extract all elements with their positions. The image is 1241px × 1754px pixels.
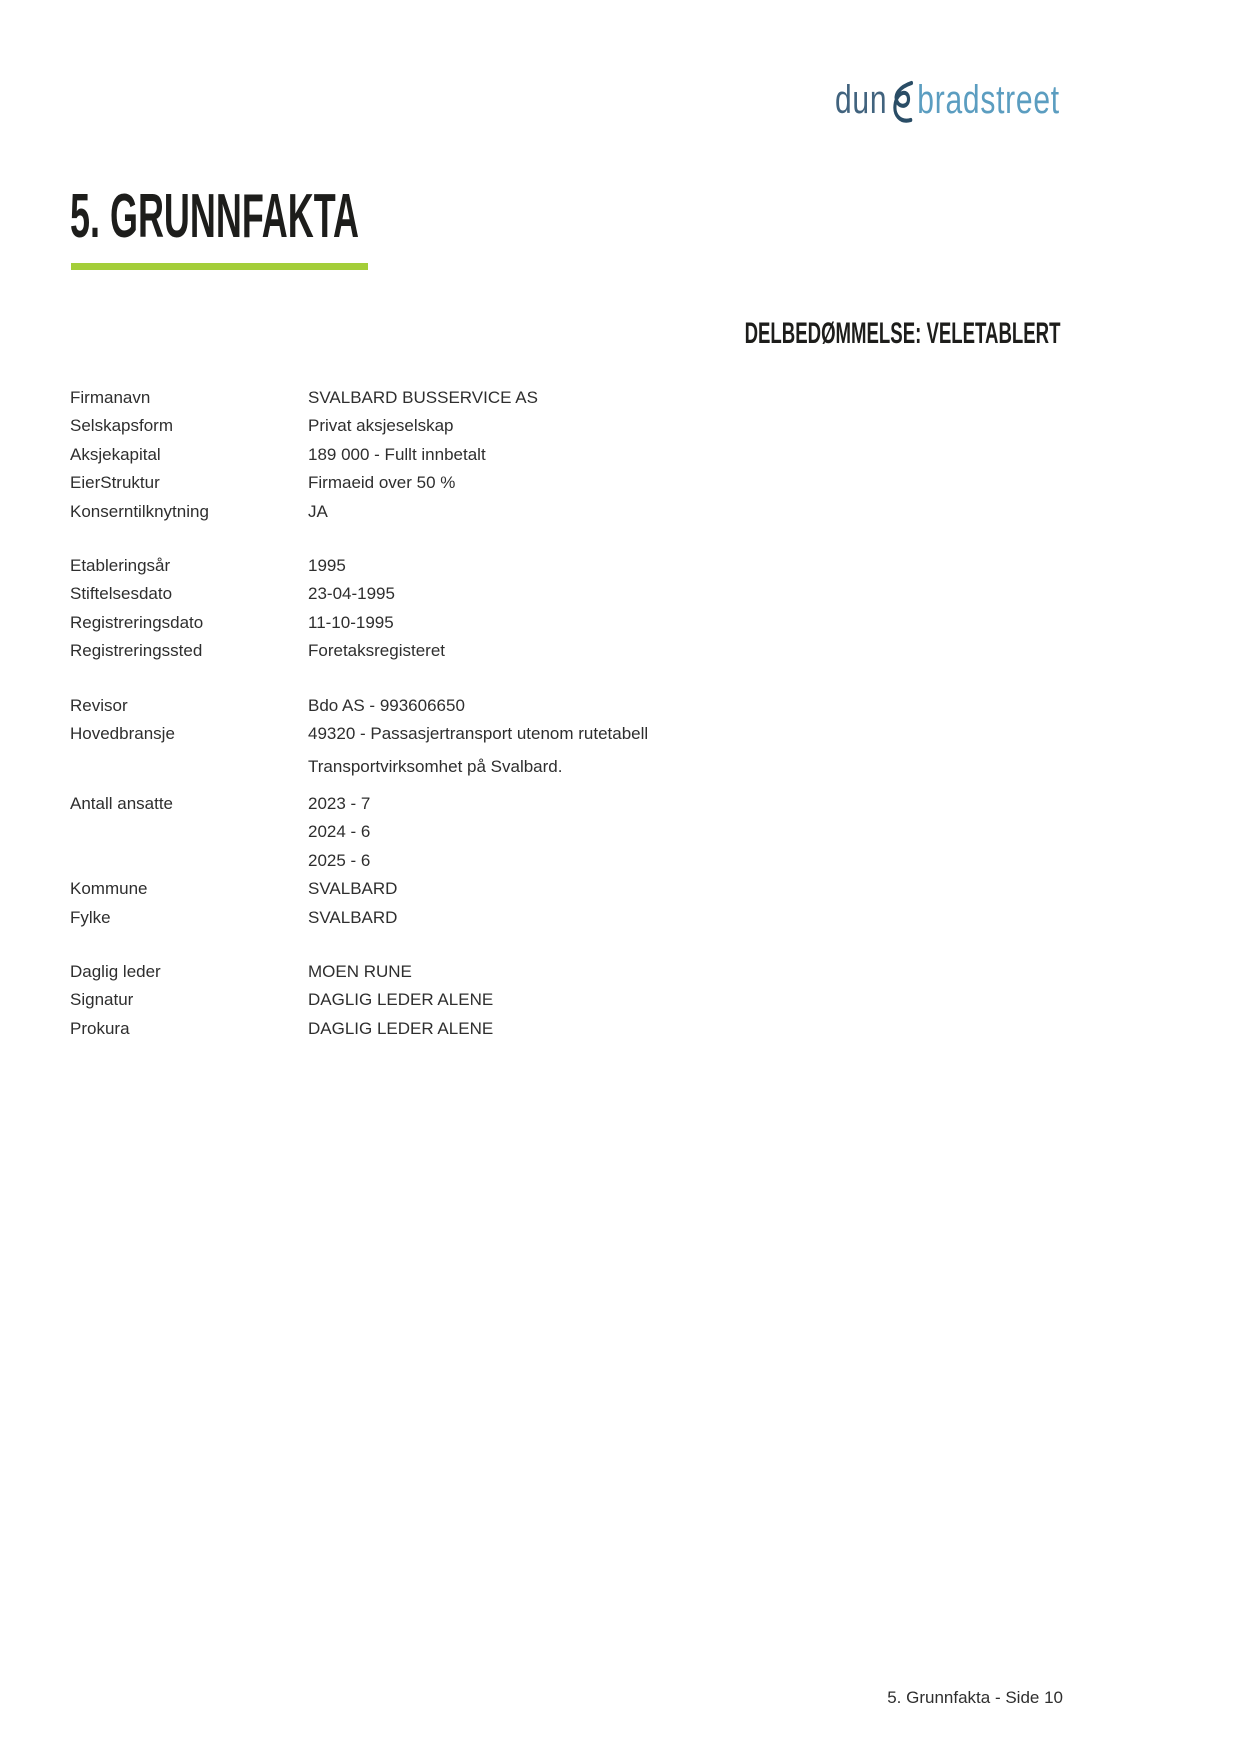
fact-value: Privat aksjeselskap bbox=[308, 416, 454, 436]
fact-row bbox=[70, 818, 1151, 846]
fact-value: 11-10-1995 bbox=[308, 612, 394, 632]
fact-value: 2025 - 6 bbox=[308, 850, 371, 870]
fact-label: Daglig leder bbox=[70, 961, 161, 981]
fact-value: 49320 - Passasjertransport utenom rutetabell bbox=[308, 724, 649, 744]
page-title: 5. GRUNNFAKTA bbox=[70, 182, 360, 251]
fact-row bbox=[70, 412, 1151, 440]
fact-label: Selskapsform bbox=[70, 416, 173, 436]
facts-group bbox=[70, 958, 1151, 1043]
fact-value: SVALBARD bbox=[308, 879, 398, 899]
fact-row bbox=[70, 609, 1151, 637]
fact-row bbox=[70, 904, 1151, 932]
fact-label bbox=[70, 818, 308, 846]
fact-value: 189 000 - Fullt innbetalt bbox=[308, 444, 486, 464]
facts-group bbox=[70, 692, 1151, 782]
fact-row bbox=[70, 790, 1151, 818]
fact-label: EierStruktur bbox=[70, 473, 160, 493]
fact-row bbox=[70, 692, 1151, 720]
fact-label bbox=[70, 847, 308, 875]
facts-list bbox=[70, 384, 1151, 1043]
fact-value: MOEN RUNE bbox=[308, 961, 412, 981]
fact-value: 2024 - 6 bbox=[308, 822, 371, 842]
fact-label: Stiftelsesdato bbox=[70, 584, 173, 604]
fact-row bbox=[70, 580, 1151, 608]
fact-row bbox=[70, 847, 1151, 875]
logo-text-dun: dun bbox=[835, 78, 888, 122]
fact-value: SVALBARD bbox=[308, 907, 398, 927]
fact-row bbox=[70, 498, 1151, 526]
fact-row bbox=[70, 986, 1151, 1014]
fact-value: Firmaeid over 50 % bbox=[308, 473, 456, 493]
fact-label: Revisor bbox=[70, 695, 128, 715]
fact-value: DAGLIG LEDER ALENE bbox=[308, 990, 494, 1010]
fact-label: Konserntilknytning bbox=[70, 501, 209, 521]
fact-row bbox=[70, 469, 1151, 497]
fact-row bbox=[70, 958, 1151, 986]
fact-label: Hovedbransje bbox=[70, 724, 175, 744]
sub-rating-heading: DELBEDØMMELSE: VELETABLERT bbox=[744, 317, 1060, 350]
logo-text-bradstreet: bradstreet bbox=[917, 78, 1060, 122]
dnb-logo bbox=[835, 80, 1060, 120]
fact-value: Transportvirksomhet på Svalbard. bbox=[308, 757, 563, 777]
fact-label: Aksjekapital bbox=[70, 444, 161, 464]
facts-group bbox=[70, 384, 1151, 526]
fact-row bbox=[70, 1015, 1151, 1043]
fact-label: Prokura bbox=[70, 1018, 130, 1038]
fact-label bbox=[70, 753, 308, 781]
fact-label: Firmanavn bbox=[70, 388, 151, 407]
fact-label: Kommune bbox=[70, 879, 148, 899]
fact-value: SVALBARD BUSSERVICE AS bbox=[308, 388, 538, 407]
fact-row bbox=[70, 441, 1151, 469]
facts-group bbox=[70, 790, 1151, 932]
fact-row bbox=[70, 384, 1151, 412]
fact-row bbox=[70, 875, 1151, 903]
fact-label: Signatur bbox=[70, 990, 134, 1010]
fact-value: 2023 - 7 bbox=[308, 793, 371, 813]
fact-label: Registreringssted bbox=[70, 641, 203, 661]
title-accent-bar bbox=[71, 263, 368, 270]
logo-ampersand-icon bbox=[890, 80, 916, 124]
fact-label: Registreringsdato bbox=[70, 612, 204, 632]
fact-value: 1995 bbox=[308, 556, 346, 576]
fact-value: Bdo AS - 993606650 bbox=[308, 695, 465, 715]
fact-row bbox=[70, 552, 1151, 580]
fact-value: JA bbox=[308, 501, 328, 521]
fact-row bbox=[70, 637, 1151, 665]
fact-row bbox=[70, 720, 1151, 748]
fact-value: 23-04-1995 bbox=[308, 584, 395, 604]
fact-value: Foretaksregisteret bbox=[308, 641, 445, 661]
fact-label: Fylke bbox=[70, 907, 111, 927]
fact-label: Antall ansatte bbox=[70, 793, 174, 813]
fact-value: DAGLIG LEDER ALENE bbox=[308, 1018, 494, 1038]
facts-group bbox=[70, 552, 1151, 666]
fact-label: Etableringsår bbox=[70, 556, 171, 576]
page-footer: 5. Grunnfakta - Side 10 bbox=[887, 1688, 1063, 1707]
fact-row bbox=[70, 753, 1151, 781]
